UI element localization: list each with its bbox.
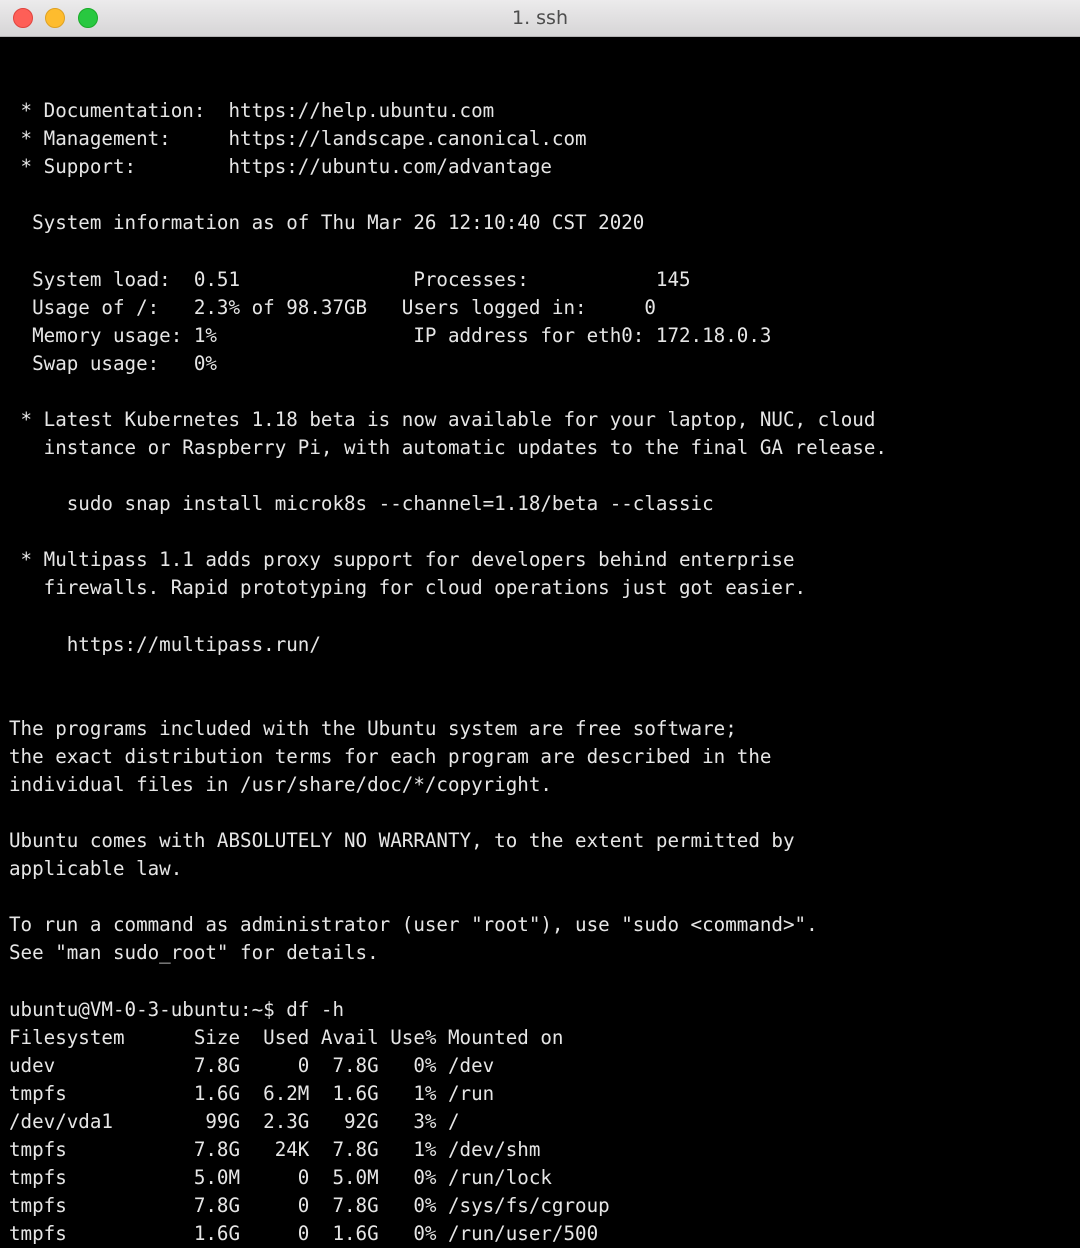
terminal-line: [9, 687, 1075, 715]
terminal-line: [9, 518, 1075, 546]
terminal-line: [9, 181, 1075, 209]
terminal-line: Swap usage: 0%: [9, 351, 217, 375]
terminal-line: /dev/vda1 99G 2.3G 92G 3% /: [9, 1109, 460, 1133]
terminal-line: tmpfs 1.6G 6.2M 1.6G 1% /run: [9, 1081, 495, 1105]
terminal-line: Memory usage: 1% IP address for eth0: 172.18.0.3: [9, 323, 772, 347]
terminal-line: [9, 883, 1075, 911]
terminal-line: * Documentation: https://help.ubuntu.com: [9, 99, 495, 123]
terminal-line: tmpfs 7.8G 0 7.8G 0% /sys/fs/cgroup: [9, 1194, 610, 1218]
window-title: 1. ssh: [511, 7, 568, 29]
terminal-line: individual files in /usr/share/doc/*/copyright.: [9, 772, 552, 796]
terminal-line: firewalls. Rapid prototyping for cloud operations just got easier.: [9, 576, 807, 600]
terminal-line: Usage of /: 2.3% of 98.37GB Users logged in: 0: [9, 295, 656, 319]
terminal-line: tmpfs 1.6G 0 1.6G 0% /run/user/500: [9, 1222, 599, 1246]
terminal-line: * Management: https://landscape.canonical.com: [9, 127, 587, 151]
terminal-line: The programs included with the Ubuntu system are free software;: [9, 716, 737, 740]
terminal-line: [9, 378, 1075, 406]
terminal-line: the exact distribution terms for each program are described in the: [9, 744, 772, 768]
terminal-line: instance or Raspberry Pi, with automatic updates to the final GA release.: [9, 436, 887, 460]
terminal-line: tmpfs 5.0M 0 5.0M 0% /run/lock: [9, 1166, 552, 1190]
terminal-line: [9, 462, 1075, 490]
terminal-line: udev 7.8G 0 7.8G 0% /dev: [9, 1053, 495, 1077]
terminal-line: [9, 799, 1075, 827]
terminal-line: [9, 602, 1075, 630]
terminal-output[interactable]: [9, 69, 1075, 1248]
terminal-line: * Latest Kubernetes 1.18 beta is now available for your laptop, NUC, cloud: [9, 407, 876, 431]
terminal-line: ubuntu@VM-0-3-ubuntu:~$ df -h: [9, 997, 345, 1021]
terminal-line: System information as of Thu Mar 26 12:10:40 CST 2020: [9, 211, 645, 235]
terminal-line: [9, 69, 1075, 97]
terminal-line: To run a command as administrator (user "root"), use "sudo <command>".: [9, 913, 818, 937]
terminal-line: tmpfs 7.8G 24K 7.8G 1% /dev/shm: [9, 1137, 541, 1161]
terminal-line: * Support: https://ubuntu.com/advantage: [9, 155, 552, 179]
terminal-line: sudo snap install microk8s --channel=1.18/beta --classic: [9, 492, 714, 516]
terminal-line: * Multipass 1.1 adds proxy support for developers behind enterprise: [9, 548, 795, 572]
terminal-line: Filesystem Size Used Avail Use% Mounted on: [9, 1025, 564, 1049]
terminal-line: Ubuntu comes with ABSOLUTELY NO WARRANTY, to the extent permitted by: [9, 829, 795, 853]
terminal-line: [9, 659, 1075, 687]
terminal-line: [9, 968, 1075, 996]
terminal-line: [9, 237, 1075, 265]
terminal-line: applicable law.: [9, 857, 183, 881]
title-bar[interactable]: [0, 0, 1080, 37]
terminal-line: System load: 0.51 Processes: 145: [9, 267, 691, 291]
terminal-line: See "man sudo_root" for details.: [9, 941, 379, 965]
terminal-line: https://multipass.run/: [9, 632, 321, 656]
